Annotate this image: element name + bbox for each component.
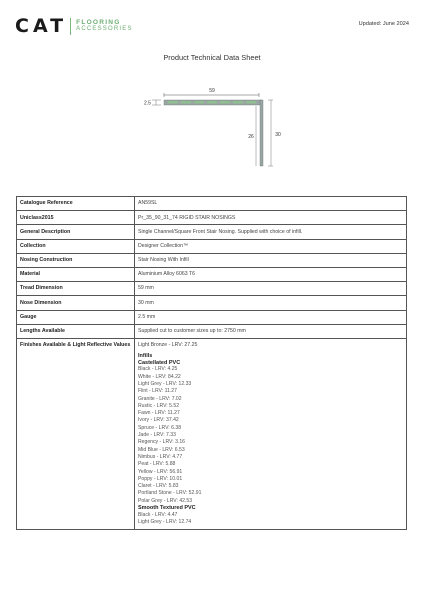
row-label: Material — [17, 268, 135, 281]
list-item: Jade - LRV: 7.33 — [138, 432, 176, 439]
width-dimension-label: 59 — [209, 88, 215, 94]
castellated-list — [138, 366, 403, 505]
table-row — [17, 225, 406, 239]
row-label: Catalogue Reference — [17, 197, 135, 210]
page-header — [15, 16, 409, 38]
list-item: Fawn - LRV: 11.27 — [138, 410, 180, 417]
infill-strip — [233, 101, 243, 103]
table-row — [17, 240, 406, 254]
nose-leg — [260, 100, 263, 166]
finishes-row — [17, 339, 406, 529]
table-row — [17, 254, 406, 268]
row-label: Nosing Construction — [17, 254, 135, 267]
updated-date: Updated: June 2024 — [358, 21, 409, 27]
outer-height-label: 30 — [275, 132, 281, 138]
row-value: Pr_35_90_31_74 RIGID STAIR NOSINGS — [138, 214, 236, 221]
list-item: Peat - LRV: 5.88 — [138, 461, 176, 468]
infill-strip — [246, 101, 256, 103]
logo-subtitle — [76, 20, 133, 33]
row-value: Designer Collection™ — [138, 242, 189, 249]
page-title: Product Technical Data Sheet — [163, 53, 261, 62]
list-item: Polar Grey - LRV: 42.53 — [138, 497, 193, 504]
list-item: Yellow - LRV: 56.91 — [138, 468, 183, 475]
table-row — [17, 325, 406, 339]
row-value: AN59SL — [138, 200, 158, 207]
infill-strip — [181, 101, 191, 103]
row-value: Single Channel/Square Front Stair Nosing. Supplied with choice of infill. — [138, 228, 303, 235]
logo-wordmark: CAT — [15, 15, 68, 37]
row-label: General Description — [17, 225, 135, 238]
castellated-heading: Castellated PVC — [138, 359, 181, 366]
table-row — [17, 296, 406, 310]
row-label: Collection — [17, 240, 135, 253]
list-item: Ivory - LRV: 37.42 — [138, 417, 179, 424]
row-label: Lengths Available — [17, 325, 135, 338]
row-value: Supplied cut to customer sizes up to: 2750 mm — [138, 328, 246, 335]
list-item: Flint - LRV: 11.27 — [138, 388, 177, 395]
row-value: 59 mm — [138, 285, 154, 292]
smooth-list — [138, 512, 403, 527]
logo-subtitle-line1: FLOORING — [76, 18, 121, 26]
infill-strip — [207, 101, 217, 103]
infill-strip — [220, 101, 230, 103]
row-value: Stair Nosing With Infill — [138, 257, 189, 264]
base-finish: Light Bronze - LRV: 27.25 — [138, 341, 198, 348]
table-row — [17, 282, 406, 296]
finishes-label: Finishes Available & Light Reflective Values — [17, 339, 135, 529]
row-label: Gauge — [17, 311, 135, 324]
list-item: Spruce - LRV: 6.38 — [138, 424, 182, 431]
spec-table — [16, 196, 407, 530]
list-item: Poppy - LRV: 10.01 — [138, 475, 183, 482]
lip-dimension-label: 2.5 — [144, 100, 151, 107]
infill-strip — [194, 101, 204, 103]
list-item: Claret - LRV: 5.83 — [138, 483, 179, 490]
list-item: Black - LRV: 4.25 — [138, 366, 178, 373]
list-item: Light Grey - LRV: 12.33 — [138, 380, 192, 387]
list-item: Light Grey - LRV: 12.74 — [138, 518, 192, 525]
list-item: Nimbus - LRV: 4.77 — [138, 453, 183, 460]
table-row — [17, 211, 406, 225]
smooth-heading: Smooth Textured PVC — [138, 505, 196, 512]
infills-heading: Infills — [138, 353, 153, 360]
logo-subtitle-line2: ACCESSORIES — [76, 26, 133, 32]
cat-logo — [15, 16, 133, 36]
row-value: 30 mm — [138, 299, 154, 306]
row-value: Aluminium Alloy 6063 T6 — [138, 271, 195, 278]
row-value: 2.5 mm — [138, 313, 156, 320]
row-label: Tread Dimension — [17, 282, 135, 295]
profile-diagram — [128, 82, 298, 174]
table-row — [17, 311, 406, 325]
table-row — [17, 268, 406, 282]
table-row — [17, 197, 406, 211]
list-item: White - LRV: 84.22 — [138, 373, 181, 380]
row-label: Uniclass2015 — [17, 211, 135, 224]
logo-divider — [70, 18, 71, 35]
list-item: Portland Stone - LRV: 52.91 — [138, 490, 202, 497]
list-item: Granite - LRV: 7.02 — [138, 395, 182, 402]
row-label: Nose Dimension — [17, 296, 135, 309]
list-item: Regency - LRV: 3.16 — [138, 439, 186, 446]
inner-height-label: 26 — [248, 134, 254, 140]
infill-strip — [168, 101, 178, 103]
finishes-value — [135, 339, 406, 529]
list-item: Mid Blue - LRV: 6.53 — [138, 446, 185, 453]
list-item: Rustic - LRV: 5.52 — [138, 402, 180, 409]
list-item: Black - LRV: 4.47 — [138, 511, 178, 518]
